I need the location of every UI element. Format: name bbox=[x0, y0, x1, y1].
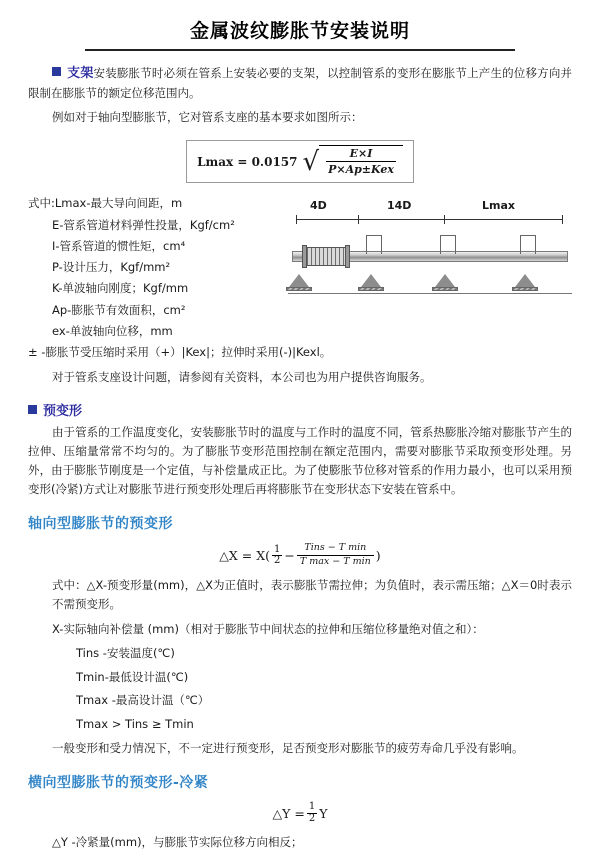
axial-temp-fraction bbox=[297, 543, 374, 568]
support-triangle bbox=[435, 274, 455, 287]
anchor-support-icon bbox=[286, 273, 312, 291]
square-bullet-icon bbox=[28, 405, 37, 414]
axial-equation-lhs: △X = X( bbox=[219, 548, 271, 564]
sqrt-content bbox=[319, 145, 403, 178]
sqrt-sign: √ bbox=[302, 146, 320, 177]
diagram-pipe-assembly bbox=[282, 227, 572, 297]
lmax-formula-wrapper bbox=[28, 132, 572, 193]
diagram-label-lmax: Lmax bbox=[482, 199, 515, 213]
axial-note-1: 式中：△X-预变形量(mm)，△X为正值时，表示膨胀节需拉伸；为负值时，表示需压缩；△X＝0时表示不需预变形。 bbox=[52, 578, 572, 612]
lmax-numerator: E×I bbox=[349, 147, 373, 161]
axial-equation-rhs: ) bbox=[375, 548, 381, 564]
guide-support-icon bbox=[440, 235, 456, 254]
legend-item: P-设计压力，Kgf/mm² bbox=[52, 260, 171, 275]
diagram-label-4d: 4D bbox=[310, 199, 327, 213]
support-base bbox=[286, 287, 312, 291]
page-title: 金属波纹膨胀节安装说明 bbox=[189, 20, 410, 42]
bracket-paragraph-2: 例如对于轴向型膨胀节，它对管系支座的基本要求如图所示： bbox=[52, 110, 363, 125]
anchor-support-icon bbox=[358, 273, 384, 291]
title-divider bbox=[85, 49, 515, 51]
lateral-equation-rhs: Y bbox=[319, 805, 328, 821]
temp-numerator: Tins − T min bbox=[297, 543, 374, 556]
lmax-fraction bbox=[322, 147, 400, 176]
guide-support-icon bbox=[520, 235, 536, 254]
support-base bbox=[512, 287, 538, 291]
lateral-equation-lhs: △Y = bbox=[272, 805, 305, 821]
support-base bbox=[358, 287, 384, 291]
support-triangle bbox=[361, 274, 381, 287]
guide-support-icon bbox=[366, 235, 382, 254]
support-triangle bbox=[289, 274, 309, 287]
diagram-dimension-labels bbox=[282, 199, 572, 215]
dim-segment-14d bbox=[358, 219, 444, 220]
legend-item: E-管系管道材料弹性投量，Kgf/cm² bbox=[52, 217, 235, 232]
lmax-denominator: P×Ap±Kex bbox=[328, 163, 394, 177]
axial-equation bbox=[28, 543, 572, 568]
legend-item: 式中:Lmax-最大导向间距，m bbox=[28, 196, 183, 211]
bellow-end-cap-right bbox=[345, 245, 350, 268]
bracket-heading: 支架 bbox=[67, 66, 94, 81]
bracket-para-1-text: 安装膨胀节时必须在管系上安装必要的支架，以控制管系的变形在膨胀节上产生的位移方向并限制在膨胀节的额定位移范围内。 bbox=[28, 66, 572, 101]
document-page bbox=[0, 16, 600, 850]
bracket-paragraph-1 bbox=[28, 63, 572, 103]
diagram-label-14d: 14D bbox=[387, 199, 412, 213]
bracket-legend-and-diagram bbox=[28, 193, 572, 363]
legend-item: Ap-膨胀节有效面积，cm² bbox=[52, 302, 186, 317]
pre-deform-heading-row bbox=[28, 400, 572, 419]
lmax-formula-box bbox=[186, 140, 414, 183]
pre-deform-paragraph: 由于管系的工作温度变化，安装膨胀节时的温度与工作时的温度不同，管系热膨胀冷缩对膨胀节产生的拉伸、压缩量常常不均匀的。为了膨胀节变形范围控制在额定范围内，需要对膨胀节采取预变形处理。另外，由于膨胀节刚度是一个定值，与补偿量成正比。为了使膨胀节位移对管系的作用力最小，也可以采用预变形(冷紧)方式让对膨胀节进行预变形处理后再将膨胀节在变形状态下安装在管系中。 bbox=[28, 425, 572, 497]
lateral-note-1: △Y -冷紧量(mm)，与膨胀节实际位移方向相反； bbox=[52, 835, 303, 850]
lateral-section-heading: 横向型膨胀节的预变形-冷紧 bbox=[28, 775, 209, 792]
axial-note-5: Tmax -最高设计温（℃） bbox=[76, 693, 210, 708]
dim-segment-lmax bbox=[444, 219, 562, 220]
anchor-support-icon bbox=[512, 273, 538, 291]
axial-half-fraction bbox=[272, 545, 282, 567]
axial-section-heading: 轴向型膨胀节的预变形 bbox=[28, 516, 173, 533]
temp-denominator: T max − T min bbox=[299, 556, 371, 568]
axial-note-4: Tmin-最低设计温(℃) bbox=[76, 669, 189, 684]
half-numerator: 1 bbox=[308, 801, 316, 813]
legend-item: K-单波轴向刚度；Kgf/mm bbox=[52, 281, 189, 296]
axial-note-3: Tins -安装温度(℃) bbox=[76, 645, 175, 660]
ground-line bbox=[288, 293, 572, 294]
axial-equation-inline bbox=[219, 543, 380, 568]
half-denominator: 2 bbox=[308, 812, 316, 824]
bracket-paragraph-3: 对于管系支座设计问题，请参阅有关资料，本公司也为用户提供咨询服务。 bbox=[52, 369, 432, 384]
lateral-half-fraction bbox=[307, 802, 317, 824]
lateral-equation-inline bbox=[273, 802, 328, 824]
sqrt-icon bbox=[303, 145, 403, 178]
legend-item: ± -膨胀节受压缩时采用（+）|Kex|；拉伸时采用(-)|Kexl。 bbox=[28, 345, 332, 360]
dim-segment-4d bbox=[296, 219, 358, 220]
document-content bbox=[0, 63, 600, 853]
dim-tick bbox=[562, 215, 563, 224]
lmax-formula bbox=[197, 145, 403, 178]
anchor-support-icon bbox=[432, 273, 458, 291]
square-bullet-icon bbox=[52, 67, 61, 76]
pre-deform-heading: 预变形 bbox=[43, 404, 83, 420]
axial-note-2: X-实际轴向补偿量 (mm)（相对于膨胀节中间状态的拉伸和压缩位移量绝对值之和）： bbox=[52, 622, 484, 637]
legend-item: ex-单波轴向位移，mm bbox=[52, 323, 173, 338]
expansion-joint-diagram bbox=[282, 199, 572, 309]
support-triangle bbox=[515, 274, 535, 287]
bellows-icon bbox=[306, 247, 346, 266]
axial-minus-sign: − bbox=[284, 548, 295, 564]
diagram-dimension-lines bbox=[282, 215, 572, 225]
half-denominator: 2 bbox=[274, 555, 281, 567]
legend-item: I-管系管道的惯性矩，cm⁴ bbox=[52, 238, 186, 253]
support-base bbox=[432, 287, 458, 291]
axial-note-6: Tmax > Tins ≥ Tmin bbox=[76, 716, 194, 731]
half-numerator: 1 bbox=[274, 543, 281, 555]
lmax-formula-lhs: Lmax = 0.0157 bbox=[197, 154, 298, 169]
axial-note-7: 一般变形和受力情况下，不一定进行预变形，足否预变形对膨胀节的疲劳寿命几乎没有影响。 bbox=[52, 740, 524, 755]
lateral-equation bbox=[28, 802, 572, 824]
